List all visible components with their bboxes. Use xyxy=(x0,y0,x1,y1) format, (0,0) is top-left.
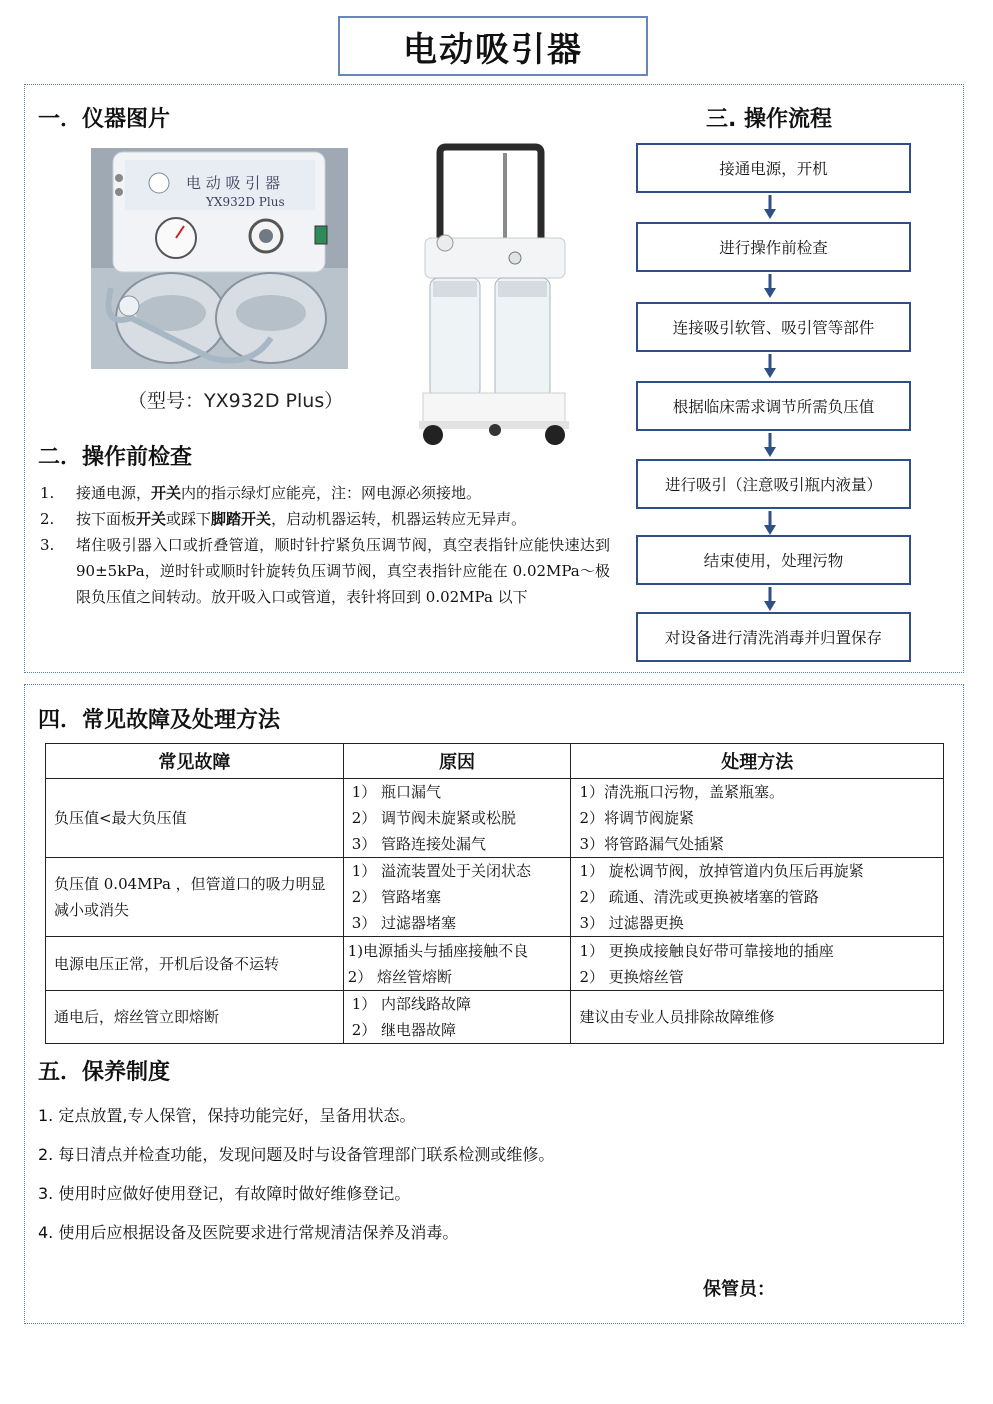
table-row xyxy=(46,858,944,937)
device-cart-photo xyxy=(405,143,585,453)
flow-arrow-icon xyxy=(764,195,776,219)
fix-line: 1）清洗瓶口污物，盖紧瓶塞。 xyxy=(579,783,784,801)
table-header-row xyxy=(46,744,944,779)
cause-line: 1)电源插头与插座接触不良 xyxy=(347,941,529,960)
check-text: ，启动机器运转，机器运转应无异声。 xyxy=(271,510,527,528)
cause-cell xyxy=(343,937,571,991)
check-text: 或踩下 xyxy=(166,510,212,528)
table-row xyxy=(46,991,944,1044)
fix-line: 2） 更换熔丝管 xyxy=(579,967,684,986)
check-item-number: 2. xyxy=(40,510,55,528)
cause-line: 2） 继电器故障 xyxy=(351,1021,457,1039)
fix-line: 3）将管路漏气处插紧 xyxy=(579,835,724,853)
flow-arrow-icon xyxy=(764,587,776,611)
check-item-number: 1. xyxy=(40,484,55,502)
table-row xyxy=(46,937,944,991)
fix-cell xyxy=(571,991,944,1044)
flow-arrow-icon xyxy=(764,354,776,378)
keeper-label: 保管员： xyxy=(703,1279,775,1300)
check-keyword: 开关 xyxy=(136,510,167,528)
flow-step: 进行操作前检查 xyxy=(636,222,911,272)
check-keyword: 脚踏开关 xyxy=(211,510,272,528)
model-caption: （型号：YX932D Plus） xyxy=(128,390,344,412)
cause-line: 1） 内部线路故障 xyxy=(351,995,472,1013)
cause-line: 1） 瓶口漏气 xyxy=(351,783,442,801)
check-item-number: 3. xyxy=(40,536,55,554)
cause-line: 2） 管路堵塞 xyxy=(351,888,442,906)
fix-cell xyxy=(571,937,944,991)
fault-cell: 电源电压正常，开机后设备不运转 xyxy=(46,937,344,991)
check-text: 按下面板 xyxy=(76,510,137,528)
flow-step: 进行吸引（注意吸引瓶内液量） xyxy=(636,459,911,509)
fault-cell: 负压值<最大负压值 xyxy=(46,779,344,858)
device-panel-title: 电 动 吸 引 器 xyxy=(186,174,281,192)
section1-heading: 一．仪器图片 xyxy=(38,107,171,132)
check-item xyxy=(40,480,610,506)
flow-step: 根据临床需求调节所需负压值 xyxy=(636,381,911,431)
fix-line: 3） 过滤器更换 xyxy=(579,914,684,932)
column-header: 处理方法 xyxy=(571,744,944,779)
maintenance-item: 1. 定点放置,专人保管，保持功能完好，呈备用状态。 xyxy=(38,1106,416,1125)
fix-line: 2） 疏通、清洗或更换被堵塞的管路 xyxy=(579,888,819,906)
section2-heading: 二．操作前检查 xyxy=(38,445,193,470)
maintenance-item: 2. 每日清点并检查功能，发现问题及时与设备管理部门联系检测或维修。 xyxy=(38,1145,555,1164)
cause-cell xyxy=(343,858,571,937)
check-item xyxy=(40,532,610,610)
check-text: 内的指示绿灯应能亮，注：网电源必须接地。 xyxy=(181,484,482,502)
flow-arrow-icon xyxy=(764,433,776,457)
fault-cell: 负压值 0.04MPa ，但管道口的吸力明显减小或消失 xyxy=(46,858,344,937)
fault-cell: 通电后，熔丝管立即熔断 xyxy=(46,991,344,1044)
check-text: 堵住吸引器入口或折叠管道，顺时针拧紧负压调节阀，真空表指针应能快速达到 90±5kPa，逆时针或顺时针旋转负压调节阀，真空表指针应能在 0.02MPa～极限负压值之间转动。放开吸入口或管道，表针将回到 0.02MPa 以下 xyxy=(76,536,610,606)
column-header: 原因 xyxy=(343,744,571,779)
fix-cell xyxy=(571,858,944,937)
flow-step: 对设备进行清洗消毒并归置保存 xyxy=(636,612,911,662)
fix-line: 1） 更换成接触良好带可靠接地的插座 xyxy=(579,941,834,960)
table-row xyxy=(46,779,944,858)
flow-arrow-icon xyxy=(764,511,776,535)
section5-heading: 五．保养制度 xyxy=(38,1060,171,1085)
check-text: 接通电源， xyxy=(76,484,152,502)
column-header: 常见故障 xyxy=(46,744,344,779)
fix-line: 建议由专业人员排除故障维修 xyxy=(579,1008,775,1026)
pre-check-list xyxy=(40,480,610,610)
cause-line: 3） 过滤器堵塞 xyxy=(351,914,457,932)
page-title: 电动吸引器 xyxy=(338,16,648,76)
cause-line: 3） 管路连接处漏气 xyxy=(351,835,487,853)
cause-line: 2） 熔丝管熔断 xyxy=(347,967,453,986)
fault-table xyxy=(45,743,944,1044)
cause-cell xyxy=(343,991,571,1044)
check-keyword: 开关 xyxy=(151,484,182,502)
fix-line: 1） 旋松调节阀，放掉管道内负压后再旋紧 xyxy=(579,862,864,880)
maintenance-item: 3. 使用时应做好使用登记，有故障时做好维修登记。 xyxy=(38,1184,411,1203)
section4-heading: 四．常见故障及处理方法 xyxy=(38,708,281,733)
maintenance-item: 4. 使用后应根据设备及医院要求进行常规清洁保养及消毒。 xyxy=(38,1223,459,1242)
device-panel-model: YX932D Plus xyxy=(206,195,285,209)
fix-cell xyxy=(571,779,944,858)
fix-line: 2）将调节阀旋紧 xyxy=(579,809,694,827)
flow-arrow-icon xyxy=(764,274,776,298)
flow-step: 接通电源，开机 xyxy=(636,143,911,193)
cause-line: 2） 调节阀未旋紧或松脱 xyxy=(351,809,517,827)
device-front-photo xyxy=(91,148,348,369)
flow-step: 连接吸引软管、吸引管等部件 xyxy=(636,302,911,352)
flow-step: 结束使用，处理污物 xyxy=(636,535,911,585)
cause-line: 1） 溢流装置处于关闭状态 xyxy=(351,862,532,880)
check-item xyxy=(40,506,610,532)
section3-heading: 三. 操作流程 xyxy=(706,107,833,132)
cause-cell xyxy=(343,779,571,858)
